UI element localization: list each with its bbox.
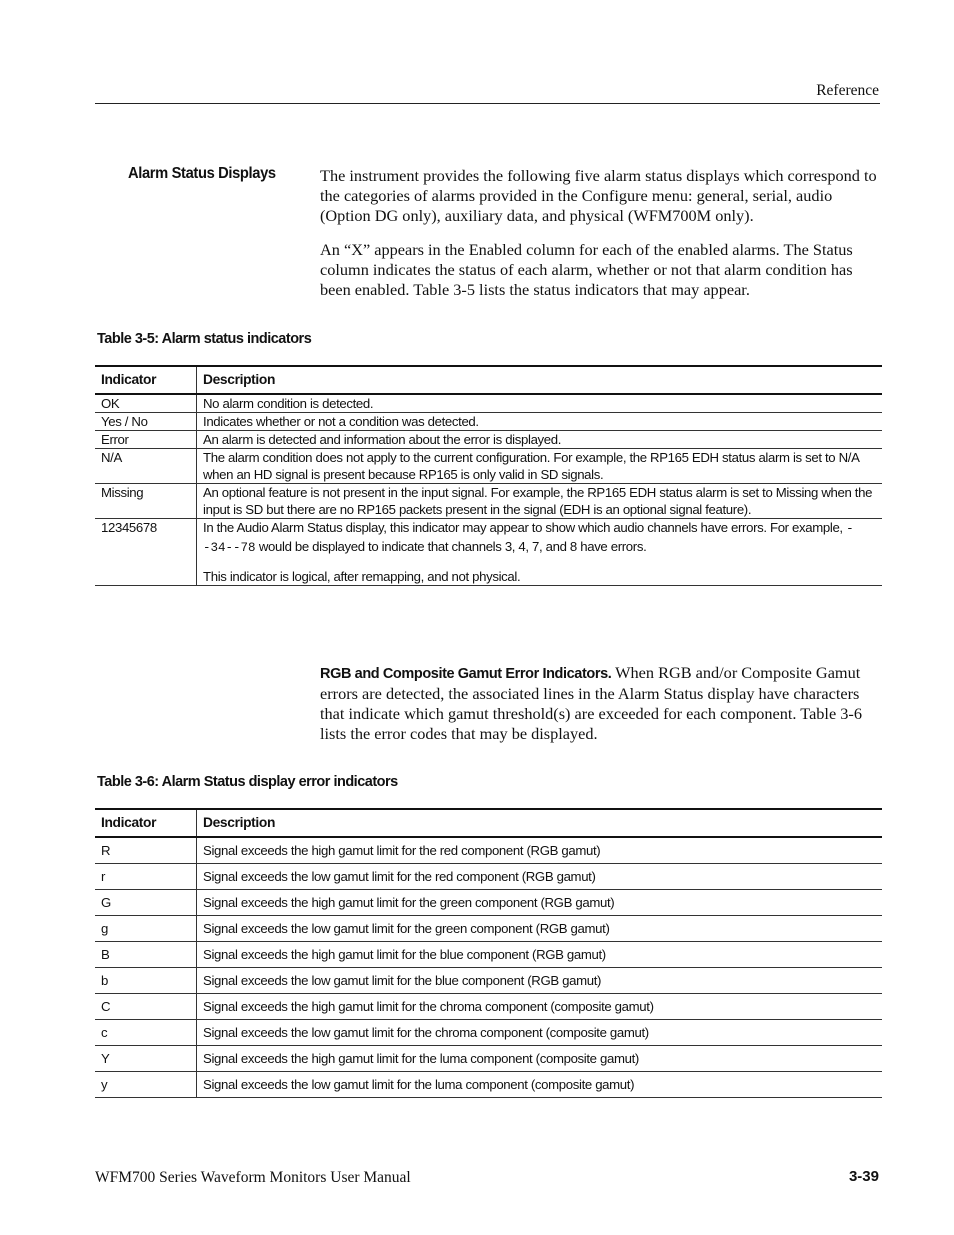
section-heading: Alarm Status Displays bbox=[128, 165, 276, 182]
indicator-cell: r bbox=[95, 864, 197, 890]
table-row bbox=[95, 519, 882, 586]
indicator-cell: Yes / No bbox=[95, 413, 197, 431]
description-cell: Signal exceeds the high gamut limit for the blue component (RGB gamut) bbox=[197, 942, 883, 968]
table-row bbox=[95, 994, 882, 1020]
alarm-status-table bbox=[95, 365, 882, 586]
description-cell: An optional feature is not present in the input signal. For example, the RP165 EDH status alarm is set to Missing when the input is SD but there are no RP165 packets present in the signal (EDH is an optional signal feature). bbox=[197, 484, 883, 519]
description-cell: Signal exceeds the low gamut limit for the green component (RGB gamut) bbox=[197, 916, 883, 942]
table-header-row bbox=[95, 366, 882, 394]
description-cell: An alarm is detected and information about the error is displayed. bbox=[197, 431, 883, 449]
running-header: Reference bbox=[816, 82, 879, 99]
table-row bbox=[95, 413, 882, 431]
indicator-cell: N/A bbox=[95, 449, 197, 484]
indicator-cell: OK bbox=[95, 394, 197, 413]
indicator-cell: R bbox=[95, 837, 197, 864]
header-rule bbox=[95, 103, 880, 104]
column-header-description: Description bbox=[197, 809, 883, 837]
table-header-row bbox=[95, 809, 882, 837]
table-row bbox=[95, 968, 882, 994]
table-row bbox=[95, 916, 882, 942]
column-header-indicator: Indicator bbox=[95, 809, 197, 837]
description-cell: Signal exceeds the low gamut limit for the chroma component (composite gamut) bbox=[197, 1020, 883, 1046]
indicator-cell: B bbox=[95, 942, 197, 968]
table-row bbox=[95, 449, 882, 484]
description-note: This indicator is logical, after remapping, and not physical. bbox=[203, 569, 521, 584]
table-row bbox=[95, 864, 882, 890]
gamut-runin-heading: RGB and Composite Gamut Error Indicators. bbox=[320, 666, 612, 682]
description-cell: Signal exceeds the high gamut limit for the red component (RGB gamut) bbox=[197, 837, 883, 864]
footer-manual-title: WFM700 Series Waveform Monitors User Manual bbox=[95, 1169, 411, 1186]
description-text: In the Audio Alarm Status display, this indicator may appear to show which audio channels have errors. For example, bbox=[203, 520, 843, 535]
description-cell: Indicates whether or not a condition was detected. bbox=[197, 413, 883, 431]
table-row bbox=[95, 431, 882, 449]
column-header-description: Description bbox=[197, 366, 883, 394]
column-header-indicator: Indicator bbox=[95, 366, 197, 394]
indicator-cell: g bbox=[95, 916, 197, 942]
indicator-cell: b bbox=[95, 968, 197, 994]
table-row bbox=[95, 1020, 882, 1046]
indicator-cell: Missing bbox=[95, 484, 197, 519]
gamut-error-table bbox=[95, 808, 882, 1098]
table-row bbox=[95, 890, 882, 916]
indicator-cell: c bbox=[95, 1020, 197, 1046]
table-row bbox=[95, 942, 882, 968]
table-3-6-title: Table 3-6: Alarm Status display error indicators bbox=[97, 774, 398, 790]
intro-paragraph: The instrument provides the following five alarm status displays which correspond to the categories of alarms provided in the Configure menu: general, serial, audio (Option DG only), auxiliary data, and physical (WFM700M only). bbox=[320, 166, 877, 225]
channel-code-example: --34--78 bbox=[203, 522, 854, 555]
indicator-cell: Error bbox=[95, 431, 197, 449]
description-cell: Signal exceeds the high gamut limit for the luma component (composite gamut) bbox=[197, 1046, 883, 1072]
description-cell: Signal exceeds the low gamut limit for the luma component (composite gamut) bbox=[197, 1072, 883, 1098]
indicator-cell: C bbox=[95, 994, 197, 1020]
description-cell: The alarm condition does not apply to the current configuration. For example, the RP165 EDH status alarm is set to N/A when an HD signal is present because RP165 is only valid in SD signals. bbox=[197, 449, 883, 484]
indicator-cell: Y bbox=[95, 1046, 197, 1072]
gamut-text: When RGB and/or Composite Gamut errors are detected, the associated lines in the Alarm Status display have characters that indicate which gamut threshold(s) are exceeded for each component. Table 3-6 lists the error codes that may be displayed. bbox=[320, 663, 862, 743]
page-number: 3-39 bbox=[848, 1168, 879, 1185]
enabled-column-paragraph: An “X” appears in the Enabled column for each of the enabled alarms. The Status column indicates the status of each alarm, whether or not that alarm condition has been enabled. Table 3-5 lists the status indicators that may appear. bbox=[320, 240, 853, 299]
table-row bbox=[95, 837, 882, 864]
description-cell: Signal exceeds the low gamut limit for the blue component (RGB gamut) bbox=[197, 968, 883, 994]
indicator-cell: 12345678 bbox=[95, 519, 197, 586]
description-cell: Signal exceeds the high gamut limit for the green component (RGB gamut) bbox=[197, 890, 883, 916]
table-row bbox=[95, 1072, 882, 1098]
table-row bbox=[95, 484, 882, 519]
table-3-5-title: Table 3-5: Alarm status indicators bbox=[97, 331, 312, 347]
indicator-cell: G bbox=[95, 890, 197, 916]
gamut-paragraph bbox=[320, 663, 880, 744]
description-text-continued: would be displayed to indicate that channels 3, 4, 7, and 8 have errors. bbox=[258, 539, 647, 554]
indicator-cell: y bbox=[95, 1072, 197, 1098]
table-row bbox=[95, 394, 882, 413]
table-row bbox=[95, 1046, 882, 1072]
description-cell: Signal exceeds the low gamut limit for the red component (RGB gamut) bbox=[197, 864, 883, 890]
description-cell bbox=[197, 519, 883, 586]
description-cell: Signal exceeds the high gamut limit for the chroma component (composite gamut) bbox=[197, 994, 883, 1020]
description-cell: No alarm condition is detected. bbox=[197, 394, 883, 413]
